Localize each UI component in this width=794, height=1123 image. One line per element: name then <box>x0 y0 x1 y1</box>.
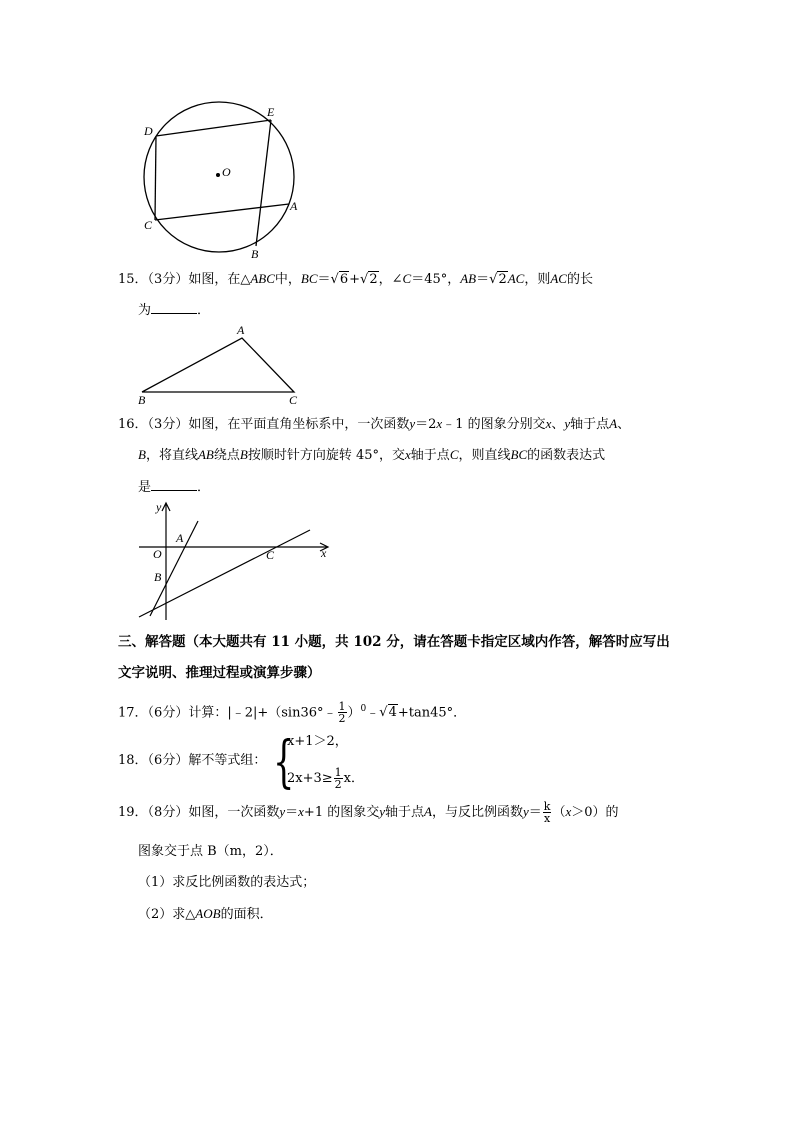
section-3-heading-line2: 文字说明、推理过程或演算步骤） <box>118 665 321 681</box>
q15-text: ． <box>197 303 211 318</box>
q16-text: 如图，在平面直角坐标系中，一次函数 <box>188 417 410 432</box>
label-a: A <box>176 531 184 545</box>
circle-figure <box>135 98 310 263</box>
q16-text: 是 <box>138 480 152 495</box>
q15-text: ，则 <box>524 272 551 287</box>
label-a: A <box>237 323 245 337</box>
q18-text: 2x+3≥ <box>287 771 333 786</box>
label-c: C <box>144 218 153 232</box>
q16-text: 轴于点 <box>570 417 610 432</box>
q16-score: （3分） <box>147 417 189 432</box>
q15-text: ＝ <box>476 272 490 287</box>
line-bc <box>139 530 310 617</box>
center-point <box>216 173 220 177</box>
q18-inequality-2 <box>287 764 364 794</box>
label-d: D <box>144 124 153 138</box>
q15-line2 <box>138 301 210 320</box>
q19-var: A <box>424 804 432 819</box>
q19-text: ＞0）的 <box>571 805 619 820</box>
segment-de <box>156 120 271 136</box>
q16-line3 <box>138 478 210 497</box>
q15-text: 为 <box>138 303 152 318</box>
q17-text: ） <box>347 705 361 721</box>
numerator: k <box>543 800 551 813</box>
q16-text: ，则直线 <box>458 448 511 463</box>
q16-var: AB <box>197 447 214 462</box>
q16-var: x <box>405 447 411 462</box>
q19-var: y <box>279 804 286 819</box>
q18-score: （6分） <box>147 753 189 768</box>
label-b: B <box>154 570 162 584</box>
q19-var: y <box>522 804 529 819</box>
q17-text: 计算：|﹣2|+（sin36°﹣ <box>188 705 337 721</box>
q15-var: ABC <box>250 271 275 286</box>
label-y: y <box>156 500 162 514</box>
q17-score: （6分） <box>147 705 189 721</box>
q16-var: BC <box>510 447 528 462</box>
triangle-figure <box>134 322 309 408</box>
q16-var: B <box>138 447 146 462</box>
q17-line <box>118 694 466 728</box>
q19-var: x <box>298 804 304 819</box>
circle-o <box>144 102 294 252</box>
label-a: A <box>290 199 298 213</box>
q17-text: +tan45°． <box>397 705 467 721</box>
q16-text: ． <box>197 480 211 495</box>
section-3-heading-line1: 三、解答题（本大题共有 11 小题，共 102 分，请在答题卡指定区域内作答，解答时应写出 <box>118 634 670 650</box>
numerator: 1 <box>334 766 342 779</box>
coordinate-figure <box>134 496 339 626</box>
q19-var: y <box>379 804 385 819</box>
q16-text: ，将直线 <box>145 448 198 463</box>
q16-text: 轴于点 <box>410 448 450 463</box>
segment-ca <box>155 204 289 220</box>
label-x: x <box>321 546 327 560</box>
q16-line1 <box>118 415 630 434</box>
q16-text: ＝2 <box>415 417 437 432</box>
label-e: E <box>267 105 275 119</box>
q19-text: ，与反比例函数 <box>431 805 523 820</box>
q16-text: 绕点 <box>213 448 240 463</box>
radicand: 2 <box>369 272 378 287</box>
q15-text: 如图，在△ <box>188 272 251 287</box>
q15-var: AC <box>550 271 567 286</box>
line-ab <box>150 521 198 616</box>
q16-var: x <box>545 416 552 431</box>
q15-text: ，∠ <box>378 272 403 287</box>
q16-text: 的函数表达式 <box>527 448 606 463</box>
q15-var: BC <box>300 271 318 286</box>
fraction-k-over-x <box>543 801 552 824</box>
q15-text: 中， <box>274 272 301 287</box>
label-b: B <box>138 393 146 407</box>
q15-text: ＝45°， <box>411 272 461 287</box>
numerator: 1 <box>338 700 346 714</box>
q16-var: B <box>239 447 248 462</box>
q15-text: 的长 <box>566 272 593 287</box>
q19-text: （ <box>552 805 566 820</box>
q18-inequality-1: x+1＞2， <box>287 734 348 749</box>
q15-var: AC <box>507 271 525 286</box>
sqrt-4: √4 <box>379 705 397 721</box>
denominator: 2 <box>334 778 342 791</box>
q19-text: 如图，一次函数 <box>188 805 280 820</box>
radicand: 4 <box>388 705 397 721</box>
segment-eb <box>256 120 271 246</box>
q16-text: ﹣1 的图象分别交 <box>442 417 546 432</box>
q19-line2: 图象交于点 B（m，2）． <box>138 844 283 859</box>
q15-score: （3分） <box>147 272 189 287</box>
q16-var: C <box>449 447 459 462</box>
label-o: O <box>222 165 231 179</box>
q18-text: 解不等式组： <box>188 753 267 768</box>
q19-text: ＝ <box>285 805 299 820</box>
q19-line1 <box>118 797 619 828</box>
radicand: 6 <box>339 272 349 287</box>
q16-text: 、 <box>551 417 565 432</box>
q19-number: 19． <box>118 805 148 820</box>
label-o: O <box>153 547 162 561</box>
q19-text: 的面积． <box>220 907 273 922</box>
q16-number: 16． <box>118 417 148 432</box>
q18-label <box>118 752 266 770</box>
q19-var: AOB <box>195 906 221 921</box>
q15-text: + <box>349 272 361 287</box>
q15-var: C <box>402 271 412 286</box>
q16-var: y <box>409 416 416 431</box>
q19-subquestion-1: （1）求反比例函数的表达式； <box>138 875 316 890</box>
q15-text: ＝ <box>317 272 331 287</box>
q16-text: 、 <box>617 417 631 432</box>
fraction-half <box>334 767 343 790</box>
q15-var: AB <box>460 271 477 286</box>
q16-var: y <box>564 416 571 431</box>
answer-blank[interactable] <box>151 301 197 314</box>
radicand: 2 <box>498 272 507 287</box>
fraction-half <box>338 701 347 724</box>
q16-var: x <box>436 416 443 431</box>
q19-text: （2）求△ <box>138 907 196 922</box>
label-c: C <box>289 393 298 407</box>
label-b: B <box>251 247 259 261</box>
triangle-abc <box>142 338 294 392</box>
sqrt-2: √2 <box>360 272 378 287</box>
q16-line2 <box>138 446 605 465</box>
sqrt-6: √6 <box>330 272 349 287</box>
q18-number: 18． <box>118 753 148 768</box>
exponent: 0 <box>360 704 367 714</box>
q17-number: 17． <box>118 705 148 721</box>
segment-dc <box>155 136 156 220</box>
q15-line1 <box>118 270 593 289</box>
q19-text: ＝ <box>528 805 542 820</box>
system-brace: { <box>273 730 295 795</box>
q19-score: （8分） <box>147 805 189 820</box>
answer-blank[interactable] <box>151 478 197 491</box>
q19-var: x <box>565 804 572 819</box>
sqrt-2b: √2 <box>489 272 507 287</box>
q16-var: A <box>609 416 618 431</box>
q18-text: x． <box>343 771 365 786</box>
q15-number: 15． <box>118 272 148 287</box>
q19-text: 轴于点 <box>385 805 425 820</box>
q19-text: +1 的图象交 <box>303 805 380 820</box>
q17-text: ﹣ <box>366 705 380 721</box>
q16-text: 按顺时针方向旋转 45°，交 <box>247 448 406 463</box>
q19-subquestion-2 <box>138 905 273 924</box>
denominator: 2 <box>338 712 346 726</box>
label-c: C <box>266 548 275 562</box>
denominator: x <box>544 812 551 825</box>
